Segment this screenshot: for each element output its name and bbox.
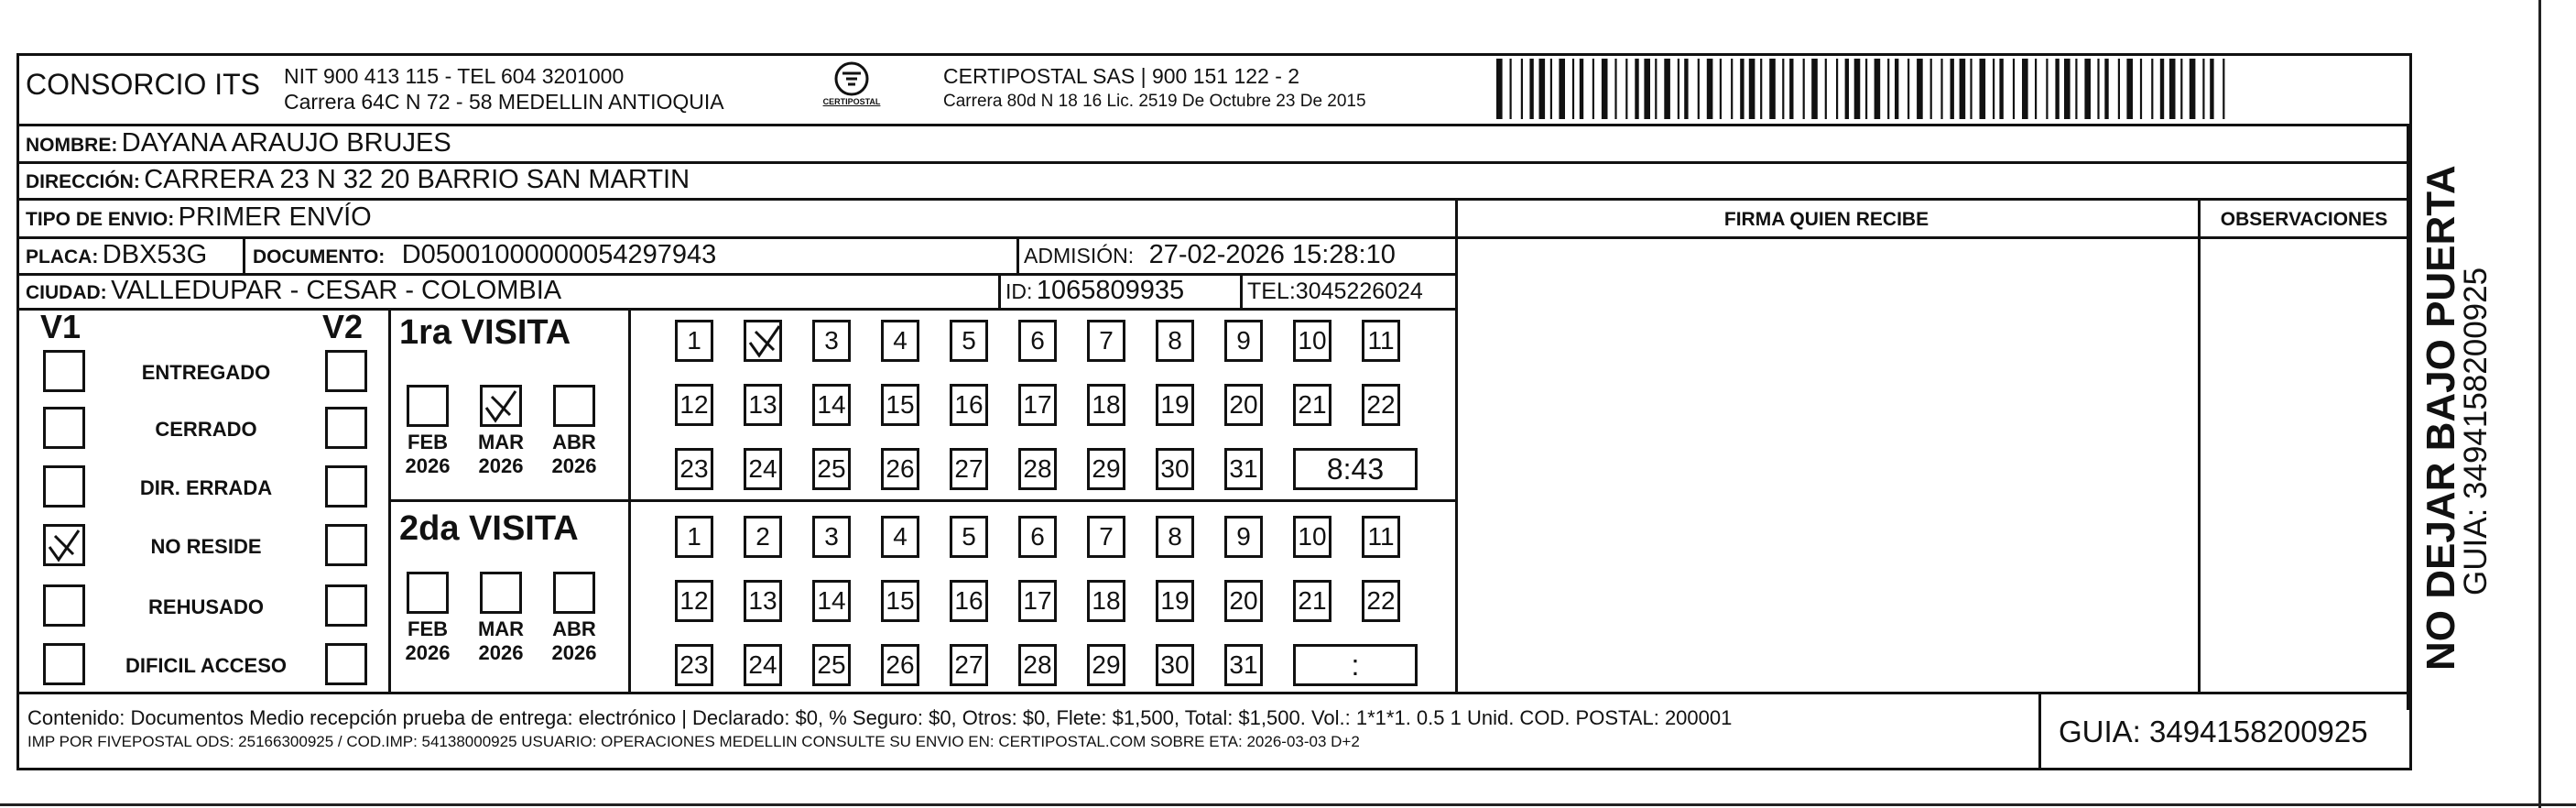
day-box[interactable]: 28 (1018, 644, 1057, 686)
day-box[interactable]: 21 (1293, 384, 1331, 426)
side-column-divider (2407, 124, 2409, 710)
day-box[interactable]: 5 (950, 320, 988, 362)
day-box[interactable] (744, 320, 782, 362)
side-guia: GUIA: 3494158200925 (2458, 267, 2494, 595)
nombre-label: NOMBRE: (26, 135, 118, 156)
day-box[interactable]: 6 (1018, 516, 1057, 558)
v1-checkbox[interactable] (43, 407, 85, 449)
placa-label: PLACA: (26, 246, 99, 268)
day-box[interactable]: 19 (1156, 384, 1194, 426)
day-box[interactable]: 6 (1018, 320, 1057, 362)
admision-label: ADMISIÓN: (1024, 244, 1135, 268)
page-edge-right (2538, 0, 2541, 808)
v1-checkbox[interactable] (43, 643, 85, 685)
v1-checkbox[interactable] (43, 465, 85, 508)
v1-checkbox[interactable] (43, 524, 85, 566)
nombre-row (26, 128, 451, 158)
day-box[interactable]: 24 (744, 644, 782, 686)
v1-checkbox[interactable] (43, 584, 85, 627)
v2-checkbox[interactable] (325, 584, 367, 627)
ciudad-label: CIUDAD: (26, 282, 107, 303)
placa-value: DBX53G (102, 240, 208, 269)
day-box[interactable]: 18 (1087, 580, 1125, 622)
day-box[interactable]: 30 (1156, 644, 1194, 686)
row-divider (19, 198, 2409, 201)
second-visit-label: 2da VISITA (399, 509, 579, 548)
month-checkbox[interactable] (553, 385, 595, 427)
company-name: CONSORCIO ITS (26, 68, 261, 101)
day-box[interactable]: 10 (1293, 516, 1331, 558)
visit-divider (388, 499, 1457, 502)
direccion-row (26, 165, 690, 195)
company-line-1: NIT 900 413 115 - TEL 604 3201000 (284, 64, 625, 88)
day-box[interactable]: 12 (675, 384, 713, 426)
day-box[interactable]: 16 (950, 580, 988, 622)
documento-field (253, 240, 716, 270)
admision-value: 27-02-2026 15:28:10 (1148, 240, 1396, 269)
month-checkbox[interactable] (553, 572, 595, 614)
time-box[interactable]: 8:43 (1293, 448, 1418, 490)
day-box[interactable]: 22 (1362, 384, 1400, 426)
documento-value: D05001000000054297943 (401, 240, 717, 269)
v2-checkbox[interactable] (325, 465, 367, 508)
tipo-value: PRIMER ENVÍO (178, 202, 372, 232)
month-label: ABR 2026 (551, 617, 597, 664)
day-box[interactable]: 26 (881, 448, 919, 490)
footer-line-2: IMP POR FIVEPOSTAL ODS: 25166300925 / COD.IMP: 54138000925 USUARIO: OPERACIONES MEDELLIN CONSULTE SU ENVIO EN: CERTIPOSTAL.COM SOBRE ETA: 2026-03-03 D+2 (27, 733, 1360, 750)
day-box[interactable]: 22 (1362, 580, 1400, 622)
day-box[interactable]: 24 (744, 448, 782, 490)
day-box[interactable]: 17 (1018, 580, 1057, 622)
day-box[interactable]: 15 (881, 384, 919, 426)
day-box[interactable]: 15 (881, 580, 919, 622)
status-label: NO RESIDE (150, 535, 262, 558)
day-box[interactable]: 27 (950, 448, 988, 490)
ciudad-field (26, 276, 561, 306)
month-checkbox[interactable] (480, 572, 522, 614)
day-box[interactable]: 12 (675, 580, 713, 622)
v2-checkbox[interactable] (325, 643, 367, 685)
day-box[interactable]: 8 (1156, 516, 1194, 558)
day-box[interactable]: 1 (675, 516, 713, 558)
time-box[interactable]: : (1293, 644, 1418, 686)
ciudad-value: VALLEDUPAR - CESAR - COLOMBIA (111, 276, 562, 305)
nombre-value: DAYANA ARAUJO BRUJES (121, 128, 451, 158)
direccion-value: CARRERA 23 N 32 20 BARRIO SAN MARTIN (144, 165, 690, 194)
month-label: FEB 2026 (405, 431, 451, 477)
month-checkbox[interactable] (480, 385, 522, 427)
documento-label: DOCUMENTO: (253, 246, 386, 268)
tipo-label: TIPO DE ENVIO: (26, 209, 175, 230)
row-divider (19, 236, 1457, 239)
signature-divider (1455, 198, 1458, 694)
row-divider (19, 161, 2409, 164)
footer-guia: GUIA: 3494158200925 (2059, 715, 2368, 748)
logo-text: CERTIPOSTAL (822, 97, 881, 106)
id-label: ID: (1005, 279, 1033, 303)
side-warning: NO DEJAR BAJO PUERTA (2418, 165, 2463, 671)
day-box[interactable]: 7 (1087, 320, 1125, 362)
v2-label: V2 (322, 308, 364, 345)
day-box[interactable]: 23 (675, 644, 713, 686)
row-divider (19, 124, 2409, 126)
v2-checkbox[interactable] (325, 524, 367, 566)
tel-label: TEL: (1247, 278, 1296, 304)
month-label: FEB 2026 (405, 617, 451, 664)
day-box[interactable]: 30 (1156, 448, 1194, 490)
day-box[interactable]: 11 (1362, 320, 1400, 362)
footer-line-1: Contenido: Documentos Medio recepción prueba de entrega: electrónico | Declarado: $0, % Seguro: $0, Otros: $0, Flete: $1,500, Total: $1,500. Vol.: 1*1*1. 0.5 1 Unid. COD. POSTAL: 200001 (27, 706, 1733, 729)
day-box[interactable]: 19 (1156, 580, 1194, 622)
company-line-2: Carrera 64C N 72 - 58 MEDELLIN ANTIOQUIA (284, 90, 724, 114)
v1-label: V1 (40, 308, 82, 345)
cell-divider (1240, 273, 1243, 308)
carrier-line-2: Carrera 80d N 18 16 Lic. 2519 De Octubre 23 De 2015 (943, 92, 1366, 111)
row-divider (19, 692, 2409, 694)
day-box[interactable]: 9 (1224, 320, 1263, 362)
day-box[interactable]: 4 (881, 320, 919, 362)
month-checkbox[interactable] (407, 385, 449, 427)
row-divider (19, 308, 1457, 311)
first-visit-label: 1ra VISITA (399, 313, 571, 352)
month-label: MAR 2026 (477, 617, 525, 664)
day-box[interactable]: 10 (1293, 320, 1331, 362)
day-box[interactable]: 20 (1224, 580, 1263, 622)
day-box[interactable]: 25 (812, 448, 851, 490)
cell-divider (998, 273, 1001, 308)
day-box[interactable]: 26 (881, 644, 919, 686)
day-box[interactable]: 3 (812, 516, 851, 558)
status-label: CERRADO (155, 418, 257, 441)
day-box[interactable]: 11 (1362, 516, 1400, 558)
direccion-label: DIRECCIÓN: (26, 171, 140, 192)
status-label: ENTREGADO (141, 361, 271, 384)
observaciones-divider (2198, 198, 2201, 694)
day-box[interactable]: 28 (1018, 448, 1057, 490)
day-box[interactable]: 20 (1224, 384, 1263, 426)
day-box[interactable]: 8 (1156, 320, 1194, 362)
footer-guia-divider (2038, 692, 2041, 770)
day-box[interactable]: 4 (881, 516, 919, 558)
day-box[interactable]: 2 (744, 516, 782, 558)
day-box[interactable]: 7 (1087, 516, 1125, 558)
day-box[interactable]: 14 (812, 384, 851, 426)
placa-field (26, 240, 207, 270)
day-box[interactable]: 31 (1224, 448, 1263, 490)
carrier-line-1: CERTIPOSTAL SAS | 900 151 122 - 2 (943, 64, 1300, 88)
day-box[interactable]: 14 (812, 580, 851, 622)
month-label: MAR 2026 (477, 431, 525, 477)
day-box[interactable]: 16 (950, 384, 988, 426)
day-box[interactable]: 13 (744, 384, 782, 426)
page-edge-bottom (0, 803, 2576, 806)
row-divider (1455, 236, 2409, 239)
v1-checkbox[interactable] (43, 350, 85, 392)
id-field (1005, 276, 1184, 306)
cell-divider (1016, 236, 1019, 273)
month-checkbox[interactable] (407, 572, 449, 614)
day-box[interactable]: 31 (1224, 644, 1263, 686)
v2-checkbox[interactable] (325, 407, 367, 449)
day-box[interactable]: 18 (1087, 384, 1125, 426)
status-label: DIFICIL ACCESO (125, 654, 287, 677)
observaciones-label: OBSERVACIONES (2220, 209, 2388, 230)
day-box[interactable]: 13 (744, 580, 782, 622)
cell-divider (243, 236, 245, 273)
day-box[interactable]: 21 (1293, 580, 1331, 622)
day-box[interactable]: 25 (812, 644, 851, 686)
v2-checkbox[interactable] (325, 350, 367, 392)
day-box[interactable]: 3 (812, 320, 851, 362)
day-box[interactable]: 1 (675, 320, 713, 362)
day-box[interactable]: 9 (1224, 516, 1263, 558)
day-box[interactable]: 23 (675, 448, 713, 490)
day-box[interactable]: 29 (1087, 448, 1125, 490)
day-box[interactable]: 27 (950, 644, 988, 686)
day-box[interactable]: 29 (1087, 644, 1125, 686)
firma-label: FIRMA QUIEN RECIBE (1723, 209, 1929, 230)
tel-value: 3045226024 (1295, 278, 1423, 304)
month-label: ABR 2026 (551, 431, 597, 477)
tipo-row (26, 202, 372, 233)
admision-field (1024, 240, 1396, 270)
tel-field (1247, 278, 1423, 305)
id-value: 1065809935 (1036, 276, 1185, 305)
day-box[interactable]: 17 (1018, 384, 1057, 426)
status-label: REHUSADO (148, 595, 264, 618)
day-box[interactable]: 5 (950, 516, 988, 558)
status-label: DIR. ERRADA (139, 476, 273, 499)
